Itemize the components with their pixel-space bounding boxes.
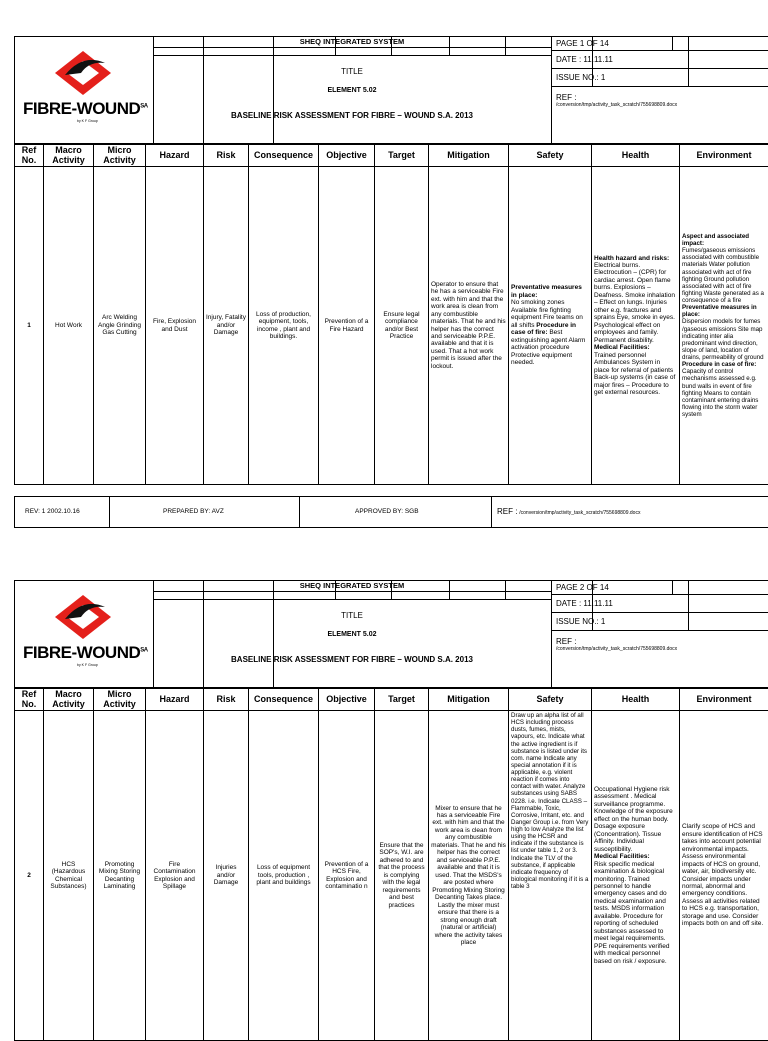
company-logo	[15, 581, 154, 687]
col-ref: Ref No.	[15, 689, 44, 711]
row-target: Ensure that the SOP's, W.I. are adhered to and that the process is complying with the legal requirements and best practices	[375, 711, 429, 1041]
prepared-by: PREPARED BY: AVZ	[163, 497, 224, 527]
table-row	[15, 711, 768, 1041]
page-number: PAGE 1 OF 14	[552, 37, 768, 51]
col-mitigation: Mitigation	[429, 689, 509, 711]
page-2	[14, 580, 768, 1041]
row-ref: 2	[15, 711, 44, 1041]
logo-wordmark: FIBRE-$WOUND^{SA}$	[23, 643, 148, 663]
col-environment: Environment	[680, 689, 768, 711]
row-health: Health hazard and risks: Electrical burns. Electrocution – (CPR) for cardiac arrest. Open flame burns. Explosions – Deafness. Smoke inhalation – Effect on lungs. Injuries other e.g. fractures and sprains Eye, smoke in eyes. Psychological effect on employees and family. Permanent disability. Medical Facilities: Trained personnel Ambulances System in place for referral of patients Back-up systems (in case of major fires – Procedure to get external resources.	[592, 167, 680, 485]
col-mitigation: Mitigation	[429, 145, 509, 167]
row-target: Ensure legal compliance and/or Best Practice	[375, 167, 429, 485]
logo-tagline: by K F Group	[77, 663, 98, 667]
approved-by: APPROVED BY: SGB	[355, 497, 419, 527]
col-risk: Risk	[204, 145, 249, 167]
logo-diamond-icon	[53, 593, 113, 639]
document-header	[14, 36, 768, 144]
page-number: PAGE 2 OF 14	[552, 581, 768, 595]
issue-number: ISSUE NO.: 1	[552, 69, 768, 87]
element-number: ELEMENT 5.02	[153, 87, 551, 94]
logo-diamond-icon	[53, 49, 113, 95]
col-safety: Safety	[509, 145, 592, 167]
table-header-row	[15, 145, 768, 167]
col-micro: Micro Activity	[94, 689, 146, 711]
row-safety: Preventative measures in place: No smoking zones Available fire fighting equipment Fire teams on all shifts Procedure in case of fire: Best extinguishing agent Alarm activation procedure Protective equipment needed.	[509, 167, 592, 485]
logo-wordmark: FIBRE-$WOUND^{SA}$	[23, 99, 148, 119]
doc-ref: REF : /conversion/tmp/activity_task_scratch/755698809.docx	[552, 631, 768, 661]
row-risk: Injuries and/or Damage	[204, 711, 249, 1041]
document-header	[14, 580, 768, 688]
col-consequence: Consequence	[249, 145, 319, 167]
row-objective: Prevention of a HCS Fire, Explosion and contaminatio n	[319, 711, 375, 1041]
issue-number: ISSUE NO.: 1	[552, 613, 768, 631]
element-number: ELEMENT 5.02	[153, 631, 551, 638]
col-consequence: Consequence	[249, 689, 319, 711]
col-health: Health	[592, 145, 680, 167]
col-objective: Objective	[319, 689, 375, 711]
row-hazard: Fire, Explosion and Dust	[146, 167, 204, 485]
row-environment: Clarify scope of HCS and ensure identification of HCS takes into account potential environmental impacts. Assess environmental impacts of HCS on ground, water, air, biodiversity etc. Consider impacts under normal, abnormal and emergency conditions. Assess all activities related to HCS e.g. transportation, storage and use. Consider impacts both on and off site.	[680, 711, 768, 1041]
row-health: Occupational Hygiene risk assessment . Medical surveillance programme. Knowledge of the exposure effect on the human body. Dosage exposure (Concentration). Tissue Affinity. Individual susceptibility. Medical Facilities: Risk specific medical examination & biological monitoring. Trained personnel to handle emergency cases and do medical examination and tests. MSDS information available. Procedure for reporting of scheduled substances assessed to meet legal requirements. PPE requirements verified with medical personnel based on risk / exposure.	[592, 711, 680, 1041]
logo-tagline: by K F Group	[77, 119, 98, 123]
system-name: SHEQ INTEGRATED SYSTEM	[153, 37, 551, 48]
col-health: Health	[592, 689, 680, 711]
col-objective: Objective	[319, 145, 375, 167]
header-title-block	[153, 37, 551, 143]
col-hazard: Hazard	[146, 145, 204, 167]
row-hazard: Fire Contamination Explosion and Spillage	[146, 711, 204, 1041]
col-risk: Risk	[204, 689, 249, 711]
doc-control-block	[551, 581, 768, 687]
row-micro: Promoting Mixing Storing Decanting Laminating	[94, 711, 146, 1041]
table-header-row	[15, 689, 768, 711]
assessment-title: BASELINE RISK ASSESSMENT FOR FIBRE – WOUND S.A. 2013	[153, 655, 551, 664]
system-name: SHEQ INTEGRATED SYSTEM	[153, 581, 551, 592]
row-macro: HCS (Hazardous Chemical Substances)	[44, 711, 94, 1041]
row-environment: Aspect and associated impact: Fumes/gaseous emissions associated with combustible materials Water pollution associated with act of fire fighting Ground pollution associated with act of fire fighting Waste generated as a consequence of a fire Preventative measures in place: Dispersion models for fumes /gaseous emissions Site map indicating inter alia predominant wind direction, slope of land, location of drains, permeability of ground Procedure in case of fire: Capacity of control mechanisms assessed e.g. bund walls in event of fire fighting Means to contain contaminant entering drains flowing into the storm water system	[680, 167, 768, 485]
col-micro: Micro Activity	[94, 145, 146, 167]
col-ref: Ref No.	[15, 145, 44, 167]
row-consequence: Loss of production, equipment, tools, income , plant and buildings.	[249, 167, 319, 485]
doc-control-block	[551, 37, 768, 143]
col-hazard: Hazard	[146, 689, 204, 711]
header-title-block	[153, 581, 551, 687]
row-ref: 1	[15, 167, 44, 485]
col-macro: Macro Activity	[44, 689, 94, 711]
col-target: Target	[375, 689, 429, 711]
assessment-title: BASELINE RISK ASSESSMENT FOR FIBRE – WOUND S.A. 2013	[153, 111, 551, 120]
title-label: TITLE	[153, 67, 551, 76]
row-mitigation: Operator to ensure that he has a serviceable Fire ext. with him and that the work area is clean from any combustible materials. That he and his helper has the correct and serviceable P.P.E. available and that it is used. That a hot work permit is issued after the lockout.	[429, 167, 509, 485]
row-risk: Injury, Fatality and/or Damage	[204, 167, 249, 485]
row-safety: Draw up an alpha list of all HCS including process dusts, fumes, mists, vapours, etc. Indicate what the active ingredient is if substance is listed under its com. name Indicate any special annotation if it is applicable, e.g. violent reaction if comes into contact with water. Analyze substances using SABS 0228. i.e. Indicate CLASS – Flammable, Toxic, Corrosive, Irritant, etc. and Danger Group i.e. from Very high to low Analyze the list using the HCSR and indicate if the substance is list under table 1, 2 or 3. Indicate the TLV of the substance, if applicable indicate frequency of biological monitoring if it is a table 3	[509, 711, 592, 1041]
col-environment: Environment	[680, 145, 768, 167]
row-macro: Hot Work	[44, 167, 94, 485]
risk-table	[14, 144, 768, 485]
col-target: Target	[375, 145, 429, 167]
risk-table	[14, 688, 768, 1041]
page-1-footer	[14, 496, 768, 528]
row-objective: Prevention of a Fire Hazard	[319, 167, 375, 485]
row-micro: Arc Welding Angle Grinding Gas Cutting	[94, 167, 146, 485]
table-row	[15, 167, 768, 485]
revision: REV: 1 2002.10.16	[25, 497, 80, 527]
company-logo	[15, 37, 154, 143]
doc-ref: REF : /conversion/tmp/activity_task_scratch/755698809.docx	[552, 87, 768, 117]
col-safety: Safety	[509, 689, 592, 711]
doc-date: DATE : 11.11.11	[552, 595, 768, 613]
doc-date: DATE : 11.11.11	[552, 51, 768, 69]
row-mitigation: Mixer to ensure that he has a serviceable Fire ext. with him and that the work area is clean from any combustible materials. That he and his helper has the correct and serviceable P.P.E. available and that it is used. That the MSDS's are posted where Promoting Mixing Storing Decanting Takes place. Lastly the mixer must ensure that there is a strong enough draft (natural or artificial) where the activity takes place	[429, 711, 509, 1041]
footer-ref: REF : /conversion/tmp/activity_task_scratch/755698809.docx	[497, 497, 640, 527]
title-label: TITLE	[153, 611, 551, 620]
row-consequence: Loss of equipment tools, production , plant and buildings	[249, 711, 319, 1041]
col-macro: Macro Activity	[44, 145, 94, 167]
page-1	[14, 36, 768, 485]
